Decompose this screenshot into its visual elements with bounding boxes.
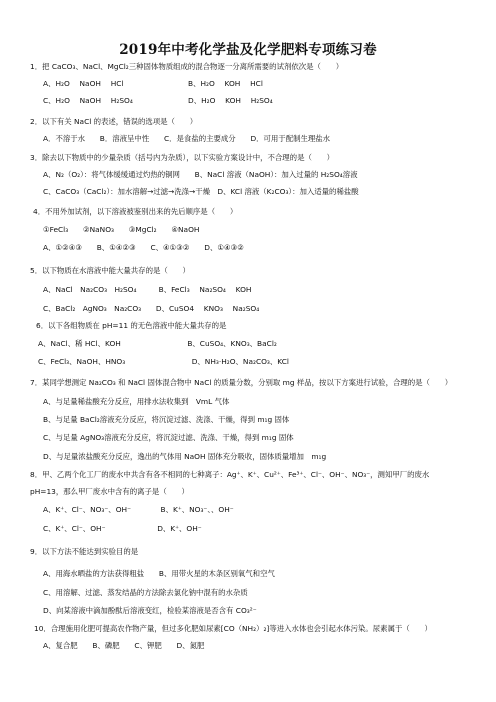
question-4-stem: 4．不用外加试剂，以下溶液被鉴别出来的先后顺序是（ ） <box>33 207 238 216</box>
question-1-option-a: A、H₂O NaOH HCl <box>43 79 124 88</box>
question-8-stem-continued: pH=13，那么甲厂废水中含有的离子是（ ） <box>30 487 189 496</box>
question-6-options-cd: C、FeCl₃、NaOH、HNO₃ D、NH₃·H₂O、Na₂CO₃、KCl <box>38 357 289 366</box>
question-1-option-d: D、H₂O KOH H₂SO₄ <box>188 96 273 105</box>
question-5-options-cd: C、BaCl₂ AgNO₃ Na₂CO₃ D、CuSO4 KNO₃ Na₂SO₄ <box>43 304 260 313</box>
question-9-option-d: D、向某溶液中滴加酚酞后溶液变红，检验某溶液是否含有 CO₃²⁻ <box>43 606 257 615</box>
question-8-options-ab: A、K⁺、Cl⁻、NO₃⁻、OH⁻ B、K⁺、NO₃⁻、、OH⁻ <box>43 505 234 514</box>
question-6-stem: 6．以下各组物质在 pH=11 的无色溶液中能大量共存的是 <box>36 321 227 330</box>
question-4-items: ①FeCl₃ ②NaNO₃ ③MgCl₂ ④NaOH <box>43 225 200 234</box>
question-7-option-d: D、与足量浓盐酸充分反应，逸出的气体用 NaOH 固体充分吸收，固体质量增加 m₁g <box>43 452 327 461</box>
question-7-option-c: C、与足量 AgNO₃溶液充分反应，将沉淀过滤、洗涤、干燥，得到 m₁g 固体 <box>43 433 294 442</box>
question-10-stem: 10．合理施用化肥可提高农作物产量，但过多化肥如尿素[CO（NH₂）₂]等进入水体也会引起水体污染。尿素属于（ ） <box>34 624 432 633</box>
question-3-stem: 3．除去以下物质中的少量杂质（括号内为杂质），以下实验方案设计中，不合理的是（ ） <box>30 153 335 162</box>
question-7-stem: 7．某同学想测定 Na₂CO₃ 和 NaCl 固体混合物中 NaCl 的质量分数，分别取 mg 样品，按以下方案进行试验，合理的是（ ） <box>30 378 453 387</box>
question-3-options-ab: A、N₂（O₂）：将气体缓缓通过灼热的铜网 B、NaCl 溶液（NaOH）：加入过量的 H₂SO₄溶液 <box>43 170 358 179</box>
question-2-stem: 2．以下有关 NaCl 的表述，错误的选项是（ ） <box>30 117 198 126</box>
question-8-stem: 8．甲、乙两个化工厂的废水中共含有各不相同的七种离子：Ag⁺、K⁺、Cu²⁺、Fe³⁺、Cl⁻、OH⁻、NO₃⁻，测知甲厂的废水 <box>30 470 430 479</box>
question-7-option-a: A、与足量稀盐酸充分反应，用排水法收集到 VmL 气体 <box>43 397 230 406</box>
question-7-option-b: B、与足量 BaCl₂溶液充分反应，将沉淀过滤、洗涤、干燥，得到 m₁g 固体 <box>43 415 290 424</box>
question-10-options: A、复合肥 B、磷肥 C、钾肥 D、氮肥 <box>43 641 205 650</box>
question-2-options: A．不溶于水 B．溶液呈中性 C．是食盐的主要成分 D．可用于配制生理盐水 <box>43 134 331 143</box>
question-5-stem: 5．以下物质在水溶液中能大量共存的是（ ） <box>30 266 190 275</box>
question-9-stem: 9．以下方法不能达到实验目的是 <box>30 547 139 556</box>
question-4-options: A、①②④③ B、①④②③ C、④①③② D、①④③② <box>43 243 244 252</box>
page-title: 2019年中考化学盐及化学肥料专项练习卷 <box>119 42 377 58</box>
question-1-option-c: C、H₂O NaOH H₂SO₄ <box>43 96 133 105</box>
question-1-stem: 1．把 CaCO₃、NaCl、MgCl₂三种固体物质组成的混合物逐一分离所需要的试剂依次是（ ） <box>30 62 344 71</box>
question-5-options-ab: A、NaCl Na₂CO₃ H₂SO₄ B、FeCl₃ Na₂SO₄ KOH <box>43 285 252 294</box>
question-1-option-b: B、H₂O KOH HCl <box>188 79 263 88</box>
question-6-options-ab: A、NaCl、稀 HCl、KOH B、CuSO₄、KNO₃、BaCl₂ <box>38 339 277 348</box>
question-9-option-c: C、用溶解、过滤、蒸发结晶的方法除去氯化钠中混有的水杂质 <box>43 588 248 597</box>
question-9-options-ab: A、用海水晒盐的方法获得粗盐 B、用带火星的木条区别氧气和空气 <box>43 569 275 578</box>
question-3-options-cd: C、CaCO₃（CaCl₂）：加水溶解→过滤→洗涤→干燥 D、KCl 溶液（K₂CO₃）：加入适量的稀盐酸 <box>43 187 359 196</box>
question-8-options-cd: C、K⁺、Cl⁻、OH⁻ D、K⁺、OH⁻ <box>43 524 202 533</box>
